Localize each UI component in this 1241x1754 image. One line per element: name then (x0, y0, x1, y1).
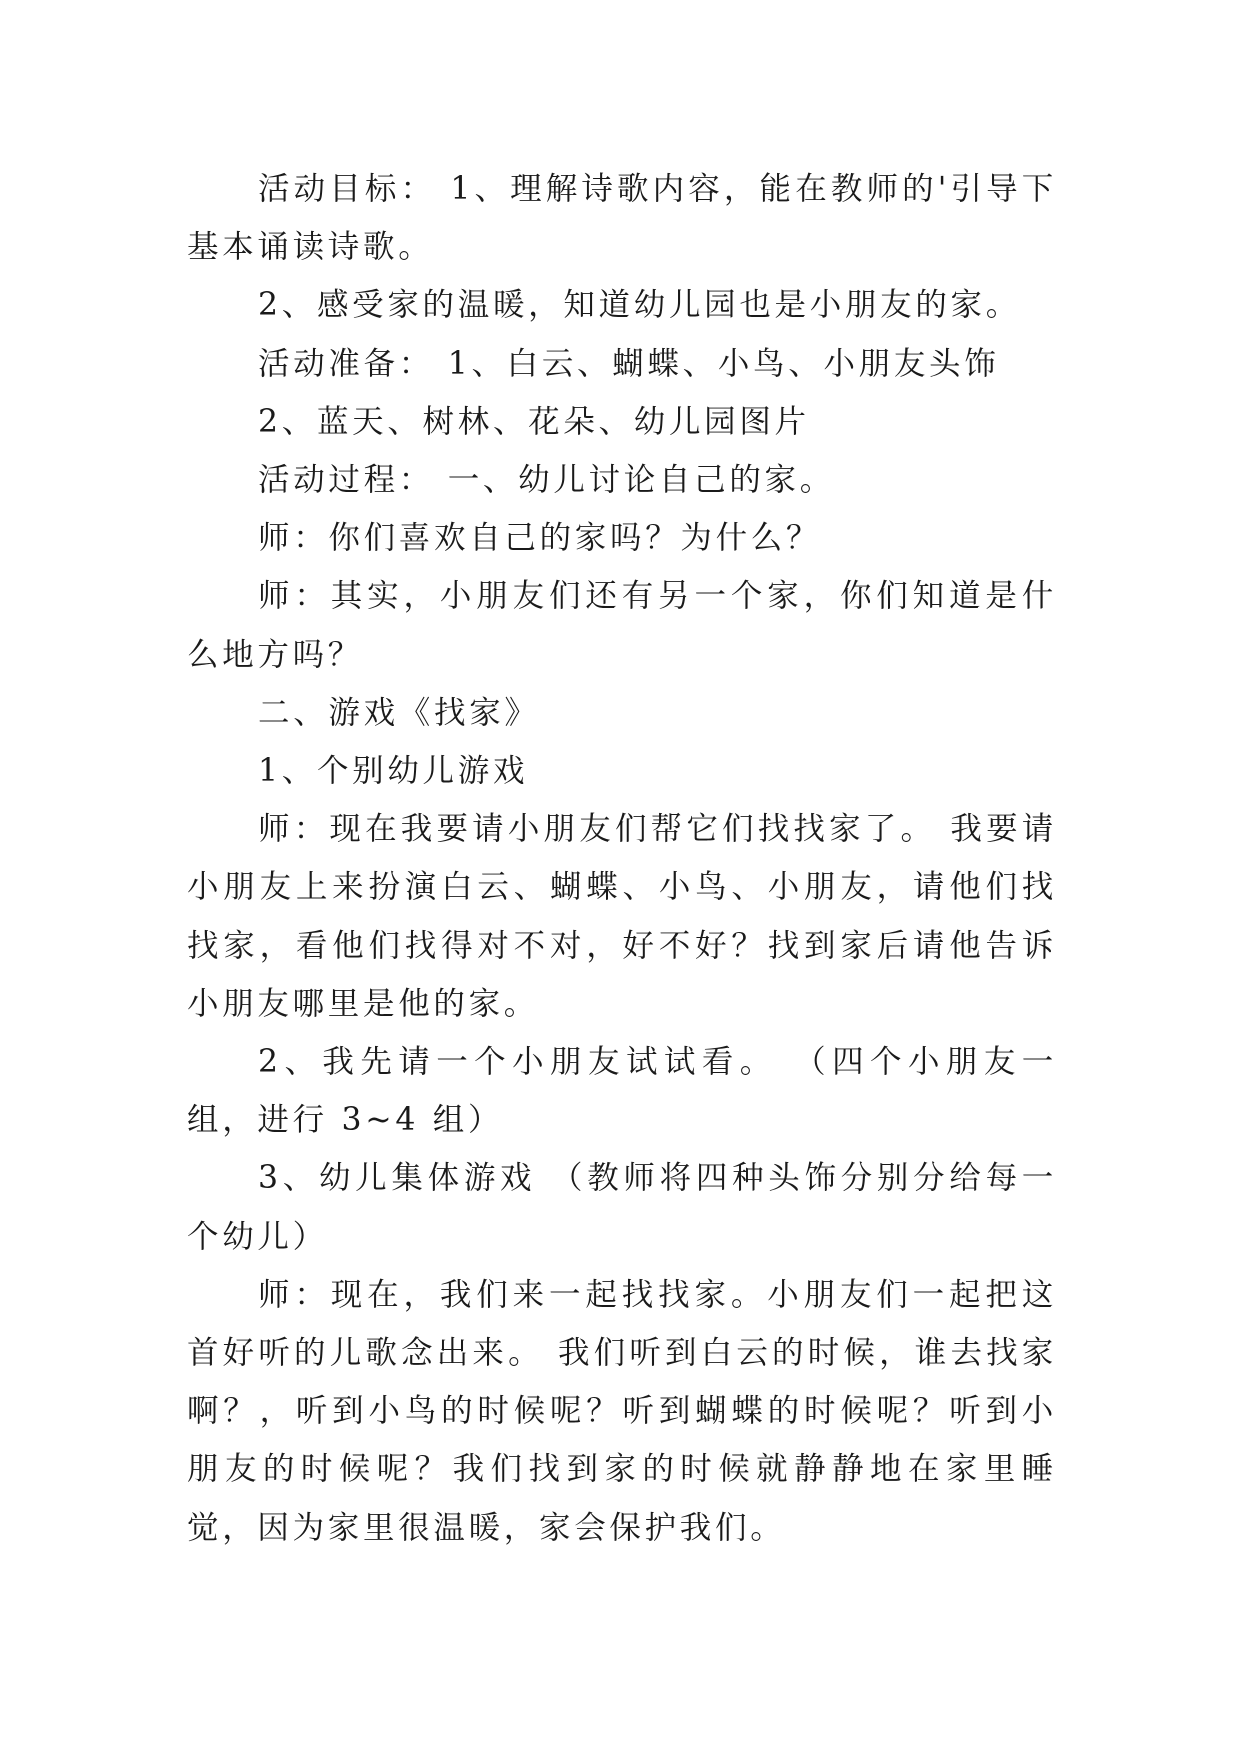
paragraph-preparation-2: 2、蓝天、树林、花朵、幼儿园图片 (258, 403, 810, 440)
paragraph-teacher-question-2: 师：其实，小朋友们还有另一个家，你们知道是什么地方吗？ (187, 578, 1057, 673)
paragraph-individual-game: 1、个别幼儿游戏 (258, 753, 529, 790)
paragraph-game-heading: 二、游戏《找家》 (258, 694, 540, 731)
paragraph-activity-process: 活动过程： 一、幼儿讨论自己的家。 (258, 462, 835, 499)
paragraph-activity-goal: 活动目标： 1、理解诗歌内容，能在教师的'引导下基本诵读诗歌。 (187, 171, 1057, 266)
paragraph-trial-groups: 2、我先请一个小朋友试试看。 （四个小朋友一组，进行 3~4 组） (187, 1044, 1057, 1139)
paragraph-group-game: 3、幼儿集体游戏 （教师将四种头饰分别分给每一个幼儿） (187, 1160, 1057, 1255)
paragraph-goal-2: 2、感受家的温暖，知道幼儿园也是小朋友的家。 (258, 287, 1021, 324)
paragraph-teacher-instruction: 师：现在我要请小朋友们帮它们找找家了。 我要请小朋友上来扮演白云、蝴蝶、小鸟、小朋友，请他们找找家，看他们找得对不对，好不好？找到家后请他告诉小朋友哪里是他的家。 (187, 811, 1057, 1022)
paragraph-teacher-question-1: 师：你们喜欢自己的家吗？为什么？ (258, 520, 822, 557)
document-page (187, 160, 1057, 1557)
paragraph-activity-preparation: 活动准备： 1、白云、蝴蝶、小鸟、小朋友头饰 (258, 345, 1000, 382)
paragraph-teacher-closing: 师：现在，我们来一起找找家。小朋友们一起把这首好听的儿歌念出来。 我们听到白云的时候，谁去找家啊？，听到小鸟的时候呢？听到蝴蝶的时候呢？听到小朋友的时候呢？我们找到家的时候就静静地在家里睡觉，因为家里很温暖，家会保护我们。 (187, 1276, 1057, 1546)
